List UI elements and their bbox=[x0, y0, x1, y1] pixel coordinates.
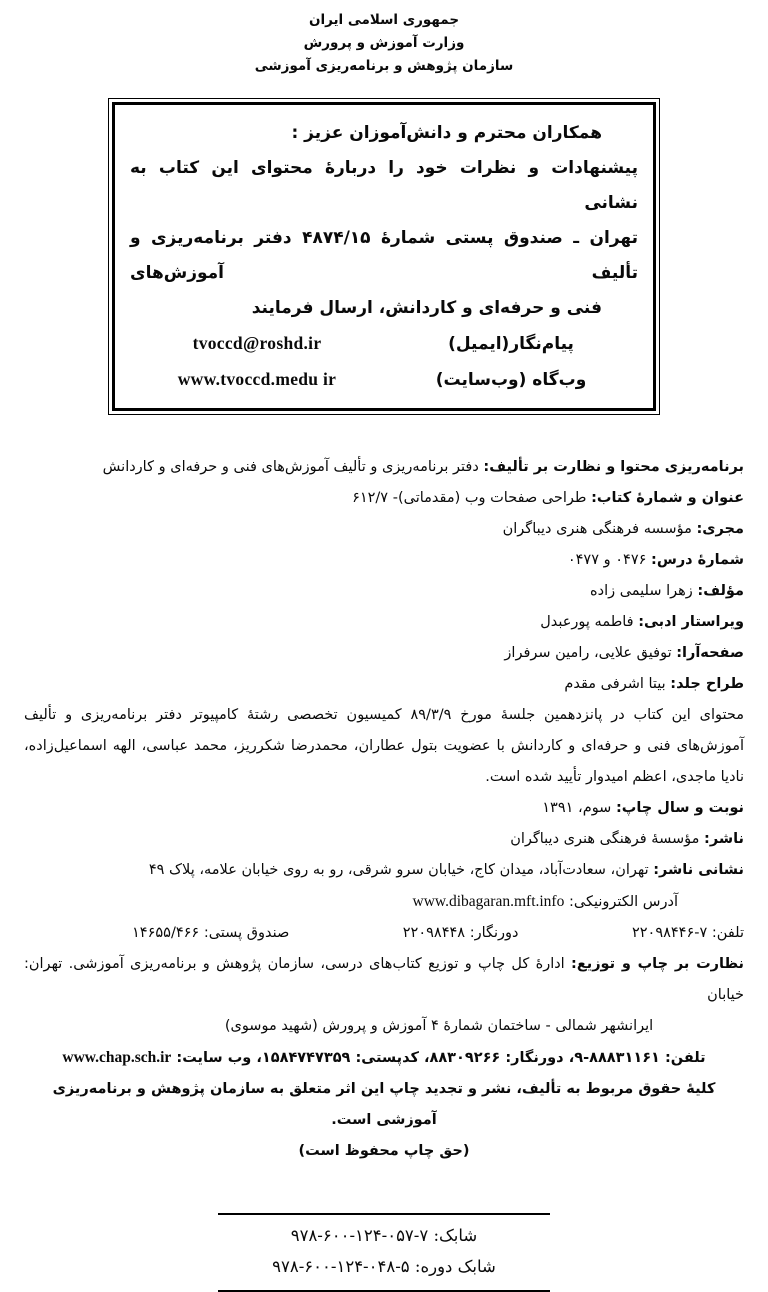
fax-label: دورنگار: bbox=[469, 925, 519, 941]
row-title-number bbox=[24, 483, 744, 514]
row-publisher bbox=[24, 824, 744, 855]
row-course-number bbox=[24, 545, 744, 576]
fax-value: ۲۲۰۹۸۴۴۸ bbox=[402, 925, 466, 941]
website-row-box bbox=[130, 362, 638, 398]
dist-web-value: www.chap.sch.ir bbox=[62, 1049, 172, 1066]
dist-phone-label: تلفن: bbox=[664, 1050, 706, 1066]
feedback-notice-inner bbox=[112, 102, 656, 411]
gov-header-line-organization: سازمان پژوهش و برنامه‌ریزی آموزشی bbox=[254, 58, 514, 74]
field-value: زهرا سلیمی زاده bbox=[590, 583, 693, 599]
field-label: برنامه‌ریزی محتوا و نظارت بر تألیف: bbox=[483, 459, 744, 475]
field-label: طراح جلد: bbox=[670, 676, 744, 692]
field-label: مؤلف: bbox=[697, 583, 744, 599]
field-label: نشانی ناشر: bbox=[653, 862, 744, 878]
field-value: توفیق علایی، رامین سرفراز bbox=[504, 645, 672, 661]
field-value: سوم، ۱۳۹۱ bbox=[542, 800, 612, 816]
publisher-phone-row bbox=[24, 918, 744, 949]
distribution-contact-line bbox=[24, 1042, 744, 1074]
field-value: مؤسسهٔ فرهنگی هنری دیباگران bbox=[510, 831, 700, 847]
row-cover-designer bbox=[24, 669, 744, 700]
field-label: ویراستار ادبی: bbox=[638, 614, 744, 630]
dist-web-label: وب سایت: bbox=[176, 1050, 252, 1066]
row-publisher-address bbox=[24, 855, 744, 886]
field-label: مجری: bbox=[696, 521, 744, 537]
row-distribution bbox=[24, 949, 744, 1011]
pobox-cell bbox=[132, 918, 289, 949]
approval-paragraph: محتوای این کتاب در پانزدهمین جلسهٔ مورخ ۸۹/۳/۹ کمیسیون تخصصی رشتهٔ کامپیوتر دفتر برنامه‌ریزی و تألیف آموزش‌های فنی و حرفه‌ای و کاردانش با عضویت بتول عطاران، محمدرضا شکرریز، محمد عباسی، الهه اسماعیل‌زاده، نادیا ماجدی، اعظم امیدوار تأیید شده است. bbox=[24, 707, 744, 785]
isbn-series-label: شابک دوره: bbox=[414, 1257, 496, 1276]
fax-cell bbox=[403, 918, 519, 949]
feedback-notice-box bbox=[108, 98, 660, 415]
copyright-line: کلیهٔ حقوق مربوط به تألیف، نشر و تجدید چاپ این اثر متعلق به سازمان پژوهش و برنامه‌ریزی آموزشی است. bbox=[52, 1081, 716, 1128]
row-publisher-website bbox=[24, 886, 744, 918]
dist-phone-value: ۸۸۸۳۱۱۶۱-۹، bbox=[568, 1050, 660, 1066]
phone-label: تلفن: bbox=[711, 925, 744, 941]
field-label: شمارهٔ درس: bbox=[651, 552, 744, 568]
field-value: بیتا اشرفی مقدم bbox=[564, 676, 666, 692]
website-value: www.tvoccd.medu ir bbox=[177, 369, 337, 389]
dist-fax-value: ۸۸۳۰۹۲۶۶، bbox=[423, 1050, 501, 1066]
gov-header-line-ministry: وزارت آموزش و پرورش bbox=[303, 35, 465, 51]
field-value: ادارهٔ کل چاپ و توزیع کتاب‌های درسی، سازمان پژوهش و برنامه‌ریزی آموزشی. تهران: خیابان bbox=[24, 956, 744, 1003]
phone-value: ۲۲۰۹۸۴۴۶-۷ bbox=[631, 925, 708, 941]
field-value: مؤسسه فرهنگی هنری دیباگران bbox=[502, 521, 692, 537]
field-label: ناشر: bbox=[704, 831, 744, 847]
field-value: فاطمه پورعبدل bbox=[540, 614, 634, 630]
isbn-value: ۹۷۸-۶۰۰-۱۲۴-۰۵۷-۷ bbox=[290, 1226, 429, 1245]
notice-body-line-1: پیشنهادات و نظرات خود را دربارهٔ محتوای این کتاب به نشانی bbox=[130, 158, 638, 213]
field-value: دفتر برنامه‌ریزی و تألیف آموزش‌های فنی و حرفه‌ای و کاردانش bbox=[102, 459, 479, 475]
copyright-reserved-line: (حق چاپ محفوظ است) bbox=[298, 1143, 470, 1159]
isbn-series-line bbox=[218, 1251, 550, 1282]
email-row bbox=[130, 326, 638, 362]
field-value: طراحی صفحات وب (مقدماتی)- ۶۱۲/۷ bbox=[352, 490, 587, 506]
pobox-label: صندوق پستی: bbox=[203, 925, 290, 941]
phone-cell bbox=[632, 918, 744, 949]
row-page-layout bbox=[24, 638, 744, 669]
email-label: پیام‌نگار(ایمیل) bbox=[448, 334, 574, 354]
colophon-info bbox=[24, 452, 744, 1167]
government-header bbox=[0, 0, 768, 78]
website-label: وب‌گاه (وب‌سایت) bbox=[435, 370, 587, 390]
field-label: عنوان و شمارهٔ کتاب: bbox=[591, 490, 744, 506]
row-author bbox=[24, 576, 744, 607]
notice-body-line-3: فنی و حرفه‌ای و کاردانش، ارسال فرمایند bbox=[251, 298, 602, 318]
dist-fax-label: دورنگار: bbox=[505, 1050, 564, 1066]
dist-postal-value: ۱۵۸۴۷۴۷۳۵۹، bbox=[256, 1050, 351, 1066]
field-value: تهران، سعادت‌آباد، میدان کاج، خیابان سرو شرقی، رو به روی خیابان علامه، پلاک ۴۹ bbox=[148, 862, 649, 878]
row-literary-editor bbox=[24, 607, 744, 638]
isbn-line bbox=[218, 1220, 550, 1251]
dist-postal-label: کدپستی: bbox=[355, 1050, 419, 1066]
row-executor bbox=[24, 514, 744, 545]
distribution-address-line: ایرانشهر شمالی - ساختمان شمارهٔ ۴ آموزش و پرورش (شهید موسوی) bbox=[224, 1018, 654, 1034]
field-label: نظارت بر چاپ و توزیع: bbox=[571, 956, 744, 972]
notice-greeting: همکاران محترم و دانش‌آموزان عزیز : bbox=[291, 123, 602, 143]
gov-header-line-country: جمهوری اسلامی ایران bbox=[308, 12, 460, 28]
isbn-block bbox=[218, 1213, 550, 1292]
isbn-series-value: ۹۷۸-۶۰۰-۱۲۴-۰۴۸-۵ bbox=[272, 1257, 410, 1276]
email-value: tvoccd@roshd.ir bbox=[192, 333, 322, 353]
field-label: آدرس الکترونیکی: bbox=[568, 894, 678, 910]
publisher-website-url: www.dibagaran.mft.info bbox=[412, 893, 565, 910]
row-content-planning bbox=[24, 452, 744, 483]
row-print-edition bbox=[24, 793, 744, 824]
pobox-value: ۱۴۶۵۵/۴۶۶ bbox=[132, 925, 200, 941]
notice-body-line-2: تهران ـ صندوق پستی شمارهٔ ۴۸۷۴/۱۵ دفتر برنامه‌ریزی و تألیف آموزش‌های bbox=[130, 228, 639, 283]
isbn-label: شابک: bbox=[433, 1226, 478, 1245]
field-label: نوبت و سال چاپ: bbox=[615, 800, 744, 816]
field-label: صفحه‌آرا: bbox=[676, 645, 744, 661]
field-value: ۰۴۷۶ و ۰۴۷۷ bbox=[567, 552, 647, 568]
